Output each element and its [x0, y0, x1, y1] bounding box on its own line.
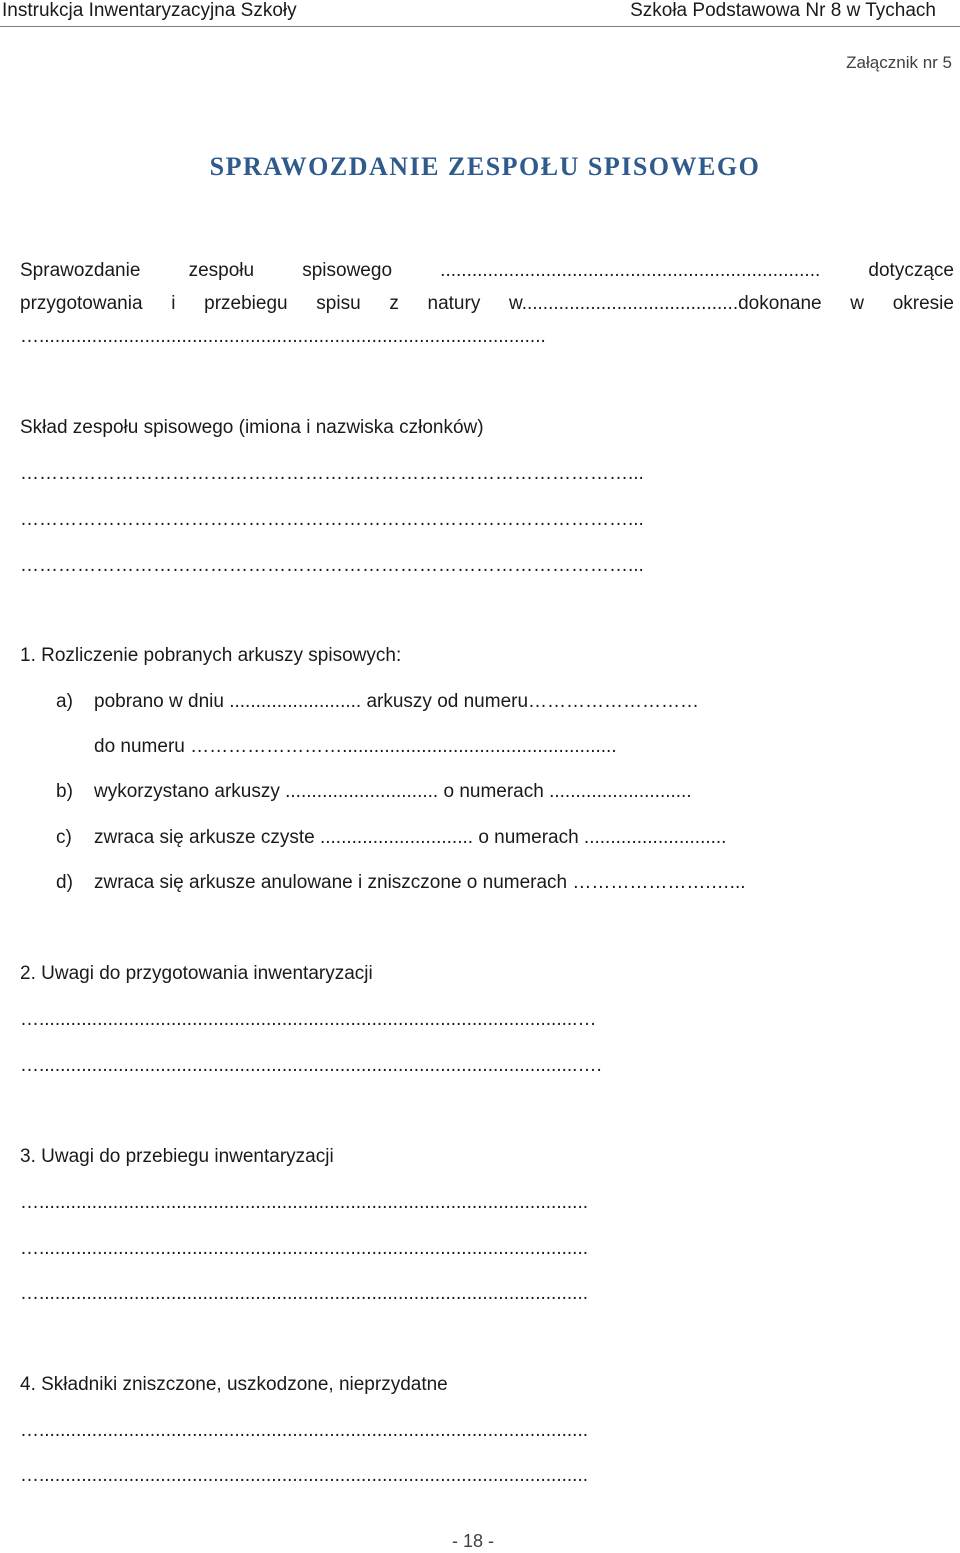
intro-word: spisowego: [302, 260, 393, 281]
section-3-line: …........................................................................................................: [20, 1192, 588, 1213]
attachment-label: Załącznik nr 5: [846, 53, 952, 72]
header-left-text: Instrukcja Inwentaryzacyjna Szkoły: [2, 0, 297, 21]
item-a-label: a): [56, 691, 73, 712]
page-number: - 18 -: [452, 1531, 495, 1551]
document-title: SPRAWOZDANIE ZESPOŁU SPISOWEGO: [209, 152, 761, 181]
item-b-label: b): [56, 781, 73, 802]
item-d-label: d): [56, 872, 73, 893]
item-d-text: zwraca się arkusze anulowane i zniszczone o numerach ………………….…...: [94, 872, 746, 893]
intro-word: z: [389, 293, 399, 314]
intro-word: przebiegu: [204, 293, 288, 314]
page-header: [0, 0, 960, 27]
intro-word: i: [171, 293, 176, 314]
intro-word: Sprawozdanie: [20, 260, 141, 281]
section-4-line: …........................................................................................................: [20, 1420, 588, 1441]
section-4-heading: 4. Składniki zniszczone, uszkodzone, nieprzydatne: [20, 1374, 448, 1395]
item-c-label: c): [56, 827, 72, 848]
item-a-text-cont: do numeru ……………………....................................................: [94, 736, 617, 757]
section-3-line: …........................................................................................................: [20, 1238, 588, 1259]
section-2-line: …......................................................................................................….: [20, 1055, 602, 1076]
intro-line-1: [20, 259, 954, 283]
team-line: ……………………………………………………………………………………...: [20, 509, 644, 530]
intro-line-2: [20, 292, 954, 316]
intro-blank: ........................................................................: [440, 260, 821, 281]
intro-word: dotyczące: [868, 260, 954, 281]
team-heading: Skład zespołu spisowego (imiona i nazwiska członków): [20, 417, 484, 438]
intro-word: zespołu: [188, 260, 255, 281]
intro-word: spisu: [316, 293, 361, 314]
team-line: ……………………………………………………………………………………...: [20, 463, 644, 484]
section-3-line: …........................................................................................................: [20, 1283, 588, 1304]
intro-word: przygotowania: [20, 293, 143, 314]
item-c-text: zwraca się arkusze czyste ............................. o numerach ...........................: [94, 827, 727, 848]
section-4-line: …........................................................................................................: [20, 1465, 588, 1486]
intro-line-3: …................................................................................................: [20, 326, 546, 347]
intro-word: okresie: [892, 293, 954, 314]
intro-blank: w.........................................dokonane: [509, 293, 822, 314]
item-a-text: pobrano w dniu ......................... arkuszy od numeru………………………: [94, 691, 700, 712]
item-b-text: wykorzystano arkuszy ............................. o numerach ...........................: [94, 781, 692, 802]
intro-word: w: [850, 293, 865, 314]
section-2-line: …......................................................................................................…: [20, 1009, 597, 1030]
header-right-text: Szkoła Podstawowa Nr 8 w Tychach: [630, 0, 936, 21]
section-1-heading: 1. Rozliczenie pobranych arkuszy spisowych:: [20, 645, 402, 666]
section-2-heading: 2. Uwagi do przygotowania inwentaryzacji: [20, 963, 373, 984]
section-3-heading: 3. Uwagi do przebiegu inwentaryzacji: [20, 1146, 334, 1167]
intro-word: natury: [427, 293, 481, 314]
team-line: ……………………………………………………………………………………...: [20, 555, 644, 576]
